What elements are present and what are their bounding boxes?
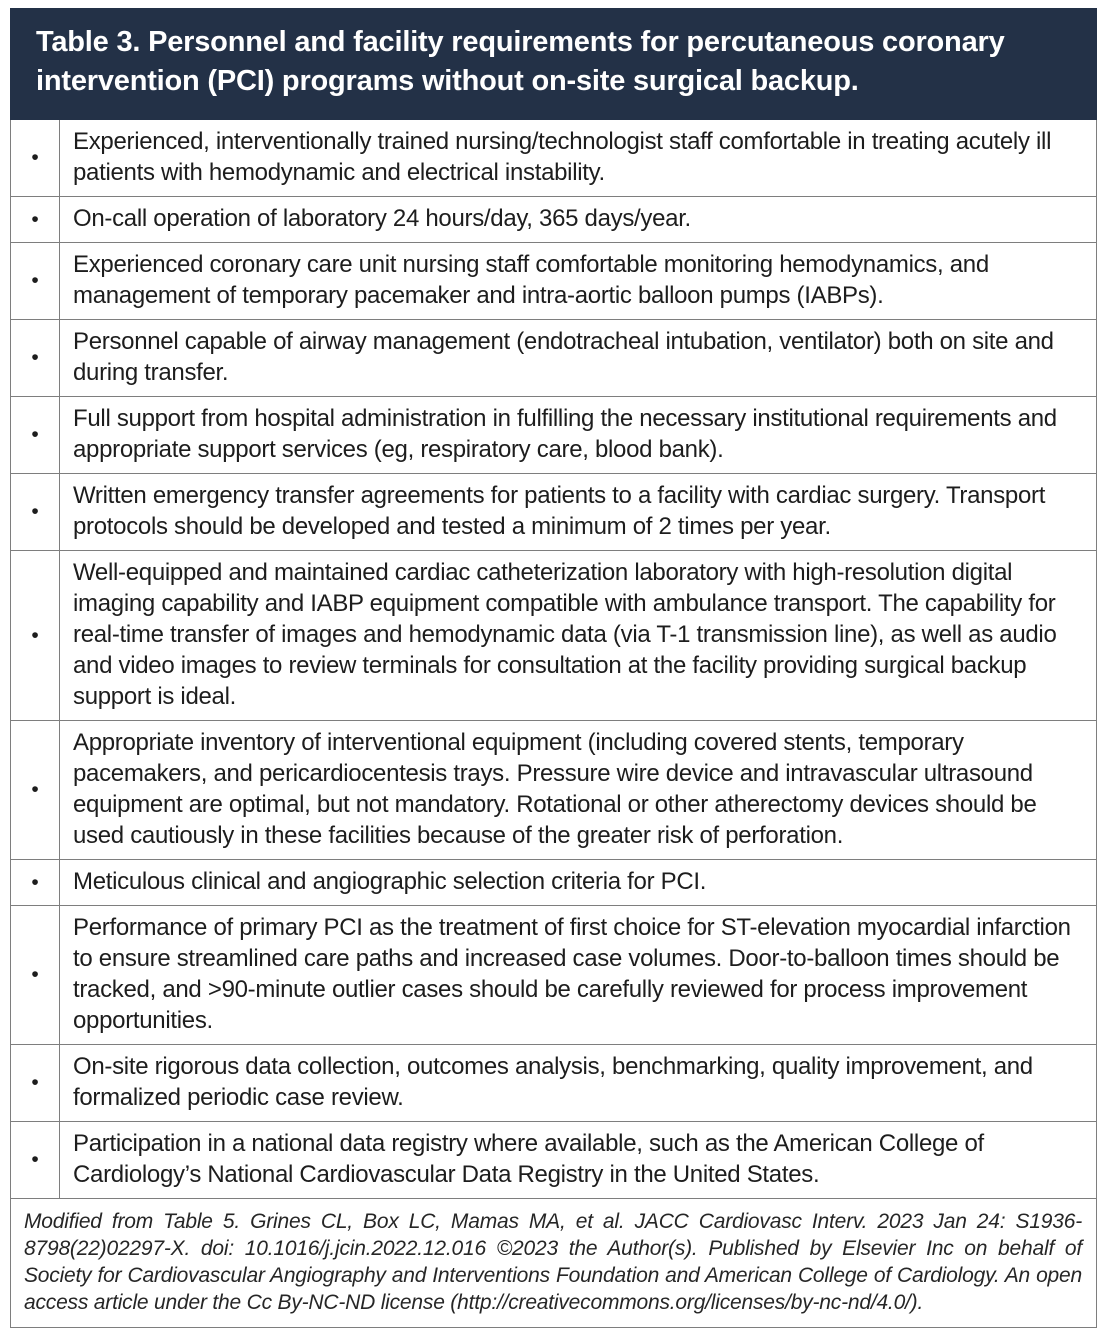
bullet-icon: • — [11, 551, 60, 720]
requirement-text: Experienced coronary care unit nursing staff comfortable monitoring hemodynamics, and management of temporary pacemaker and intra-aortic balloon pumps (IABPs). — [73, 251, 989, 310]
table-row — [11, 120, 1096, 197]
bullet-icon: • — [11, 474, 60, 550]
bullet-icon: • — [11, 860, 60, 905]
requirement-text: Performance of primary PCI as the treatment of first choice for ST-elevation myocardial infarction to ensure streamlined care paths and increased case volumes. Door-to-balloon times should be tracked, and >90-minute outlier cases should be carefully reviewed for process improvement opportunities. — [73, 914, 1071, 1035]
table-row — [11, 320, 1096, 397]
bullet-icon: • — [11, 1045, 60, 1121]
table-row — [11, 1045, 1096, 1122]
requirement-text: Well-equipped and maintained cardiac catheterization laboratory with high-resolution digital imaging capability and IABP equipment compatible with ambulance transport. The capability for real-time transfer of images and hemodynamic data (via T-1 transmission line), as well as audio and video images to review terminals for consultation at the facility providing surgical backup support is ideal. — [73, 559, 1057, 711]
table-row — [11, 906, 1096, 1045]
table-row — [11, 860, 1096, 906]
bullet-icon: • — [11, 243, 60, 319]
requirement-text: On-site rigorous data collection, outcomes analysis, benchmarking, quality improvement, and formalized periodic case review. — [73, 1053, 1033, 1112]
bullet-icon: • — [11, 1122, 60, 1198]
table-title: Table 3. Personnel and facility requirements for percutaneous coronary intervention (PCI) programs without on-site surgical backup. — [10, 8, 1097, 120]
table-row — [11, 397, 1096, 474]
requirement-text: Written emergency transfer agreements for patients to a facility with cardiac surgery. Transport protocols should be developed and tested a minimum of 2 times per year. — [73, 482, 1046, 541]
table-row — [11, 197, 1096, 243]
citation-footnote: Modified from Table 5. Grines CL, Box LC, Mamas MA, et al. JACC Cardiovasc Interv. 2023 Jan 24: S1936-8798(22)02297-X. doi: 10.1016/j.jcin.2022.12.016 ©2023 the Author(s). Published by Elsevier Inc on behalf of Society for Cardiovascular Angiography and Interventions Foundation and American College of Cardiology. An open access article under the Cc By-NC-ND license (http://creativecommons.org/licenses/by-nc-nd/4.0/). — [10, 1199, 1097, 1328]
requirement-text: Participation in a national data registry where available, such as the American College of Cardiology’s National Cardiovascular Data Registry in the United States. — [73, 1130, 984, 1189]
requirement-text: Personnel capable of airway management (endotracheal intubation, ventilator) both on site and during transfer. — [73, 328, 1054, 387]
bullet-icon: • — [11, 906, 60, 1044]
table-row — [11, 1122, 1096, 1199]
table-row — [11, 551, 1096, 721]
bullet-icon: • — [11, 397, 60, 473]
table-body — [10, 120, 1097, 1199]
pci-requirements-table — [10, 8, 1097, 1328]
table-row — [11, 474, 1096, 551]
requirement-text: Meticulous clinical and angiographic selection criteria for PCI. — [73, 868, 707, 896]
requirement-text: Appropriate inventory of interventional equipment (including covered stents, temporary pacemakers, and pericardiocentesis trays. Pressure wire device and intravascular ultrasound equipment are optimal, but not mandatory. Rotational or other atherectomy devices should be used cautiously in these facilities because of the greater risk of perforation. — [73, 729, 1037, 850]
bullet-icon: • — [11, 721, 60, 859]
requirement-text: On-call operation of laboratory 24 hours/day, 365 days/year. — [73, 205, 691, 233]
table-row — [11, 721, 1096, 860]
table-row — [11, 243, 1096, 320]
bullet-icon: • — [11, 197, 60, 242]
bullet-icon: • — [11, 320, 60, 396]
requirement-text: Experienced, interventionally trained nursing/technologist staff comfortable in treating acutely ill patients with hemodynamic and electrical instability. — [73, 128, 1052, 187]
requirement-text: Full support from hospital administration in fulfilling the necessary institutional requirements and appropriate support services (eg, respiratory care, blood bank). — [73, 405, 1057, 464]
bullet-icon: • — [11, 120, 60, 196]
